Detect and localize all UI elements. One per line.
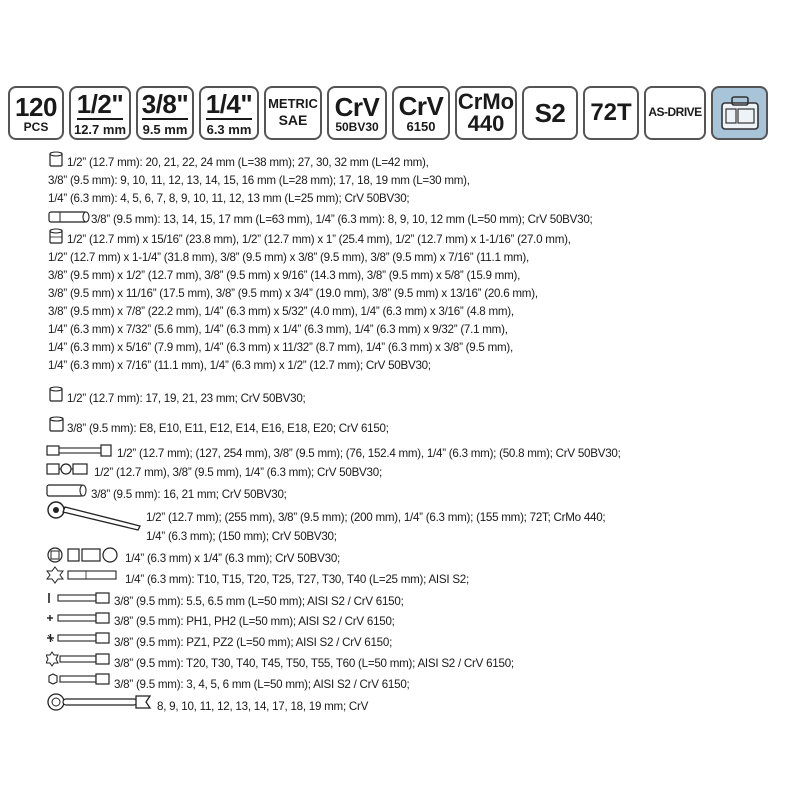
badge-crmo-grade: 440 bbox=[467, 111, 505, 136]
phillips-bit-icon bbox=[46, 610, 112, 626]
spec-line: 3/8” (9.5 mm): PH1, PH2 (L=50 mm); AISI S2 / CrV 6150; bbox=[114, 615, 395, 628]
spec-line: 3/8” (9.5 mm) x 1/2” (12.7 mm), 3/8” (9.5 mm) x 9/16” (14.3 mm), 3/8” (9.5 mm) x 5/8” (15.9 mm), bbox=[48, 269, 521, 282]
hex-bit-icon bbox=[46, 672, 112, 688]
badge-piece-count-value: 120 bbox=[15, 91, 57, 122]
spec-line: 3/8” (9.5 mm): 5.5, 6.5 mm (L=50 mm); AISI S2 / CrV 6150; bbox=[114, 595, 404, 608]
combination-wrench-icon bbox=[46, 692, 156, 712]
badge-crv-50bv30-material: CrV bbox=[334, 91, 380, 122]
badge-quarter-inch-value: 1/4" bbox=[205, 88, 253, 119]
spec-line: 1/4” (6.3 mm) x 7/16” (11.1 mm), 1/4” (6.3 mm) x 1/2” (12.7 mm); CrV 50BV30; bbox=[48, 359, 431, 372]
badge-crv-50bv30-grade: 50BV30 bbox=[335, 119, 379, 134]
spec-line: 1/2” (12.7 mm); (127, 254 mm), 3/8” (9.5 mm); (76, 152.4 mm), 1/4” (6.3 mm); (50.8 mm); CrV 50BV30; bbox=[117, 447, 621, 460]
spec-line: 1/2” (12.7 mm), 3/8” (9.5 mm), 1/4” (6.3 mm); CrV 50BV30; bbox=[94, 466, 382, 479]
spec-line: 1/4” (6.3 mm) x 7/32” (5.6 mm), 1/4” (6.3 mm) x 1/4” (6.3 mm), 1/4” (6.3 mm) x 9/32” (7.1 mm), bbox=[48, 323, 508, 336]
spec-line: 3/8” (9.5 mm): E8, E10, E11, E12, E14, E16, E18, E20; CrV 6150; bbox=[67, 422, 389, 435]
spec-line: 1/2” (12.7 mm) x 1-1/4” (31.8 mm), 3/8” (9.5 mm) x 3/8” (9.5 mm), 3/8” (9.5 mm) x 7/16” (11.1 mm), bbox=[48, 251, 530, 264]
short-socket-icon bbox=[49, 386, 63, 402]
spec-line: 1/4” (6.3 mm): 4, 5, 6, 7, 8, 9, 10, 11, 12, 13 mm (L=25 mm); CrV 50BV30; bbox=[48, 192, 410, 205]
spec-line: 1/4” (6.3 mm) x 5/16” (7.9 mm), 1/4” (6.3 mm) x 11/32” (8.7 mm), 1/4” (6.3 mm) x 3/8” (9.5 mm), bbox=[48, 341, 513, 354]
spec-line: 1/2” (12.7 mm): 20, 21, 22, 24 mm (L=38 mm); 27, 30, 32 mm (L=42 mm), bbox=[67, 156, 429, 169]
extension-bar-icon bbox=[46, 441, 114, 459]
spec-line: 3/8” (9.5 mm): 16, 21 mm; CrV 50BV30; bbox=[91, 488, 287, 501]
badge-s2-label: S2 bbox=[534, 98, 566, 128]
spec-line: 3/8” (9.5 mm): 9, 10, 11, 12, 13, 14, 15, 16 mm (L=28 mm); 17, 18, 19 mm (L=30 mm), bbox=[48, 174, 470, 187]
torx-bit-icon bbox=[46, 566, 122, 584]
badge-piece-count-unit: PCS bbox=[23, 119, 49, 134]
flat-bit-icon bbox=[46, 590, 112, 606]
badge-quarter-inch-metric: 6.3 mm bbox=[206, 121, 252, 137]
spec-line: 1/4” (6.3 mm); (150 mm); CrV 50BV30; bbox=[146, 530, 337, 543]
ratchet-handle-icon bbox=[46, 500, 146, 536]
spec-line: 1/2” (12.7 mm) x 15/16” (23.8 mm), 1/2” (12.7 mm) x 1” (25.4 mm), 1/2” (12.7 mm) x 1-1/16” (27.0 mm), bbox=[67, 233, 571, 246]
short-socket-icon bbox=[49, 151, 63, 167]
spec-line: 3/8” (9.5 mm): 13, 14, 15, 17 mm (L=63 mm), 1/4” (6.3 mm): 8, 9, 10, 12 mm (L=50 mm); CrV 50BV30; bbox=[91, 213, 593, 226]
spark-plug-socket-icon bbox=[49, 228, 63, 244]
deep-socket-icon bbox=[48, 209, 90, 225]
adapter-icon bbox=[46, 546, 122, 564]
badge-three-eighths-value: 3/8" bbox=[141, 88, 189, 119]
spec-line: 3/8” (9.5 mm): PZ1, PZ2 (L=50 mm); AISI S2 / CrV 6150; bbox=[114, 636, 393, 649]
spec-line: 3/8” (9.5 mm): 3, 4, 5, 6 mm (L=50 mm); AISI S2 / CrV 6150; bbox=[114, 678, 410, 691]
badge-three-eighths-metric: 9.5 mm bbox=[142, 121, 188, 137]
badge-metric-label: METRIC bbox=[268, 96, 318, 112]
spec-line: 3/8” (9.5 mm): T20, T30, T40, T45, T50, T55, T60 (L=50 mm); AISI S2 / CrV 6150; bbox=[114, 657, 514, 670]
deep-socket-icon bbox=[46, 481, 88, 499]
badge-half-inch-metric: 12.7 mm bbox=[73, 121, 127, 137]
badge-crv-6150-grade: 6150 bbox=[406, 119, 436, 134]
badge-crv-6150-material: CrV bbox=[398, 91, 444, 121]
spec-line: 3/8” (9.5 mm) x 7/8” (22.2 mm), 1/4” (6.3 mm) x 5/32” (4.0 mm), 1/4” (6.3 mm) x 3/16” (4.8 mm), bbox=[48, 305, 514, 318]
badge-as-drive-label: AS-DRIVE bbox=[648, 105, 702, 120]
badge-72t-label: 72T bbox=[590, 99, 632, 126]
spec-line: 1/4” (6.3 mm): T10, T15, T20, T25, T27, T30, T40 (L=25 mm); AISI S2; bbox=[125, 573, 469, 586]
spec-line: 1/2” (12.7 mm): 17, 19, 21, 23 mm; CrV 50BV30; bbox=[67, 392, 306, 405]
spec-line: 3/8” (9.5 mm) x 11/16” (17.5 mm), 3/8” (9.5 mm) x 3/4” (19.0 mm), 3/8” (9.5 mm) x 13/16” (20.6 mm), bbox=[48, 287, 538, 300]
torx-e-socket-icon bbox=[49, 416, 65, 432]
spec-line: 1/2” (12.7 mm); (255 mm), 3/8” (9.5 mm); (200 mm), 1/4” (6.3 mm); (155 mm); 72T; CrMo 440; bbox=[146, 511, 606, 524]
spec-line: 1/4” (6.3 mm) x 1/4” (6.3 mm); CrV 50BV30; bbox=[125, 552, 340, 565]
badge-crmo-material: CrMo bbox=[457, 89, 515, 114]
badge-sae-label: SAE bbox=[278, 112, 308, 129]
spec-line: 8, 9, 10, 11, 12, 13, 14, 17, 18, 19 mm; CrV bbox=[157, 700, 369, 713]
torx-bit-icon bbox=[46, 651, 112, 667]
universal-joint-icon bbox=[46, 460, 90, 478]
pozidriv-bit-icon bbox=[46, 630, 112, 646]
badge-half-inch-value: 1/2" bbox=[76, 88, 124, 119]
